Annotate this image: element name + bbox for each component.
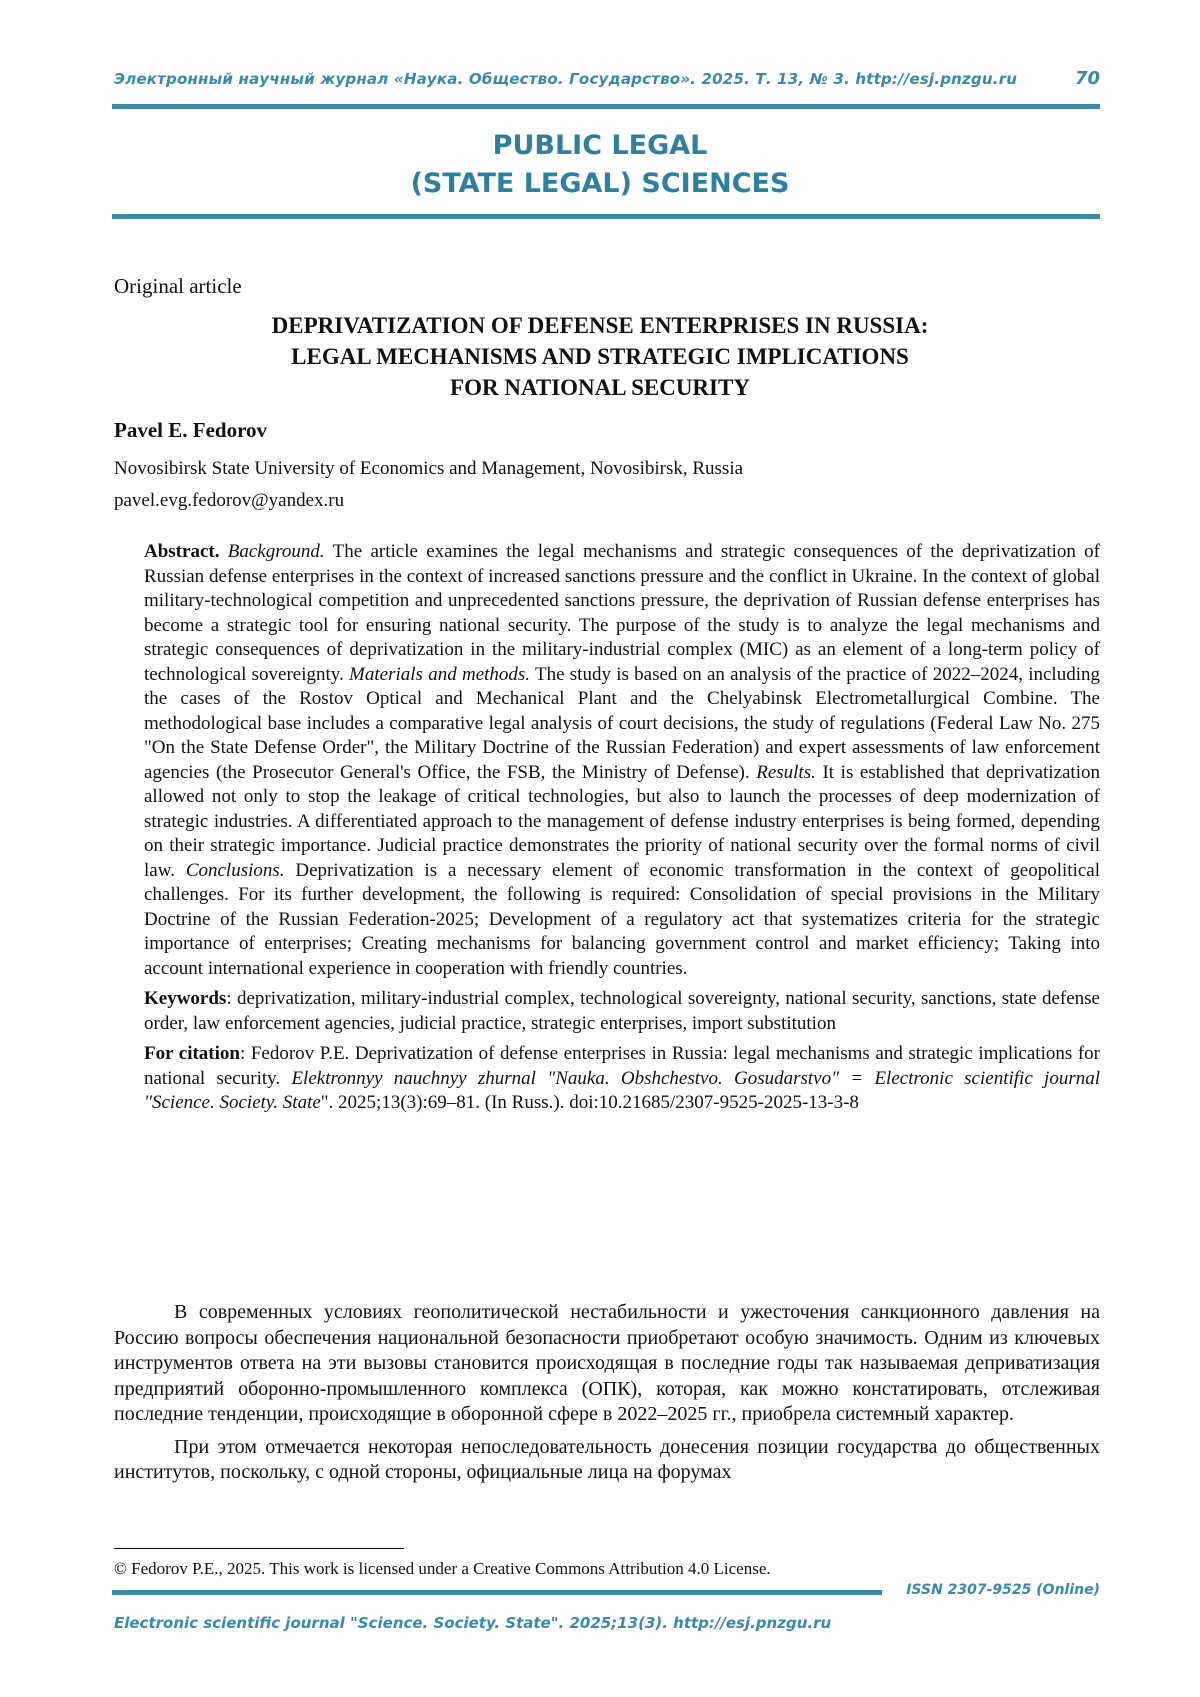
abstract-paragraph xyxy=(144,540,1100,981)
title-line2: LEGAL MECHANISMS AND STRATEGIC IMPLICATIONS xyxy=(291,344,909,369)
article-title xyxy=(100,310,1100,403)
journal-footer: Electronic scientific journal "Science. Society. State". 2025;13(3). http://esj.pnzgu.ru xyxy=(114,1614,832,1632)
abstract-block xyxy=(144,540,1100,1122)
title-line1: DEPRIVATIZATION OF DEFENSE ENTERPRISES IN RUSSIA: xyxy=(271,313,929,338)
citation-label: For citation xyxy=(144,1043,240,1064)
copyright-footnote: © Fedorov P.E., 2025. This work is licensed under a Creative Commons Attribution 4.0 License. xyxy=(114,1559,771,1578)
header-rule xyxy=(112,104,1100,109)
running-header xyxy=(114,70,1100,96)
conclusions-text: Deprivatization is a necessary element of economic transformation in the context of geopolitical challenges. For its further development, the following is required: Consolidation of special provisions in the Military Doctrine of the Russian Federation-2025; Development of a regulatory act that systematizes criteria for the strategic importance of enterprises; Creating mechanisms for balancing government control and market efficiency; Taking into account international experience in cooperation with friendly countries. xyxy=(144,859,1101,979)
page-number: 70 xyxy=(1074,68,1100,89)
keywords-text: : deprivatization, military-industrial complex, technological sovereignty, national security, sanctions, state defense order, law enforcement agencies, judicial practice, strategic enterprises, import substitution xyxy=(144,988,1100,1034)
author-email: pavel.evg.fedorov@yandex.ru xyxy=(114,490,345,511)
citation-journal: Elektronnyy nauchnyy zhurnal "Nauka. Obshchestvo. Gosudarstvo" = Electronic scientific journal "Science. Society. State xyxy=(144,1067,1100,1113)
author-affiliation: Novosibirsk State University of Economics and Management, Novosibirsk, Russia xyxy=(114,458,744,479)
results-text: It is established that deprivatization allowed not only to stop the leakage of critical technologies, but also to launch the processes of deep modernization of strategic industries. A differentiated approach to the management of defense industry enterprises is being formed, depending on their strategic importance. Judicial practice demonstrates the priority of national security over the formal norms of civil law. xyxy=(144,761,1100,881)
footer-rule xyxy=(112,1590,882,1595)
conclusions-label: Conclusions. xyxy=(185,859,285,881)
keywords-paragraph xyxy=(144,987,1100,1036)
section-heading xyxy=(100,127,1100,203)
author-name: Pavel E. Fedorov xyxy=(114,418,268,442)
body-text xyxy=(114,1300,1100,1493)
methods-text: The study is based on an analysis of the practice of 2022–2024, including the cases of the Rostov Optical and Mechanical Plant and the Chelyabinsk Electrometallurgical Combine. The methodological base includes a comparative legal analysis of court decisions, the study of regulations (Federal Law No. 275 "On the State Defense Order", the Military Doctrine of the Russian Federation) and expert assessments of law enforcement agencies (the Prosecutor General's Office, the FSB, the Ministry of Defense). xyxy=(144,663,1100,783)
journal-header: Электронный научный журнал «Наука. Общество. Государство». 2025. Т. 13, № 3. http://esj.pnzgu.ru xyxy=(114,70,1018,88)
citation-text1: : Fedorov P.E. Deprivatization of defense enterprises in Russia: legal mechanisms and strategic implications for national security. xyxy=(144,1043,1100,1089)
section-rule xyxy=(112,214,1100,219)
results-label: Results. xyxy=(756,761,816,783)
abstract-label: Abstract. xyxy=(144,541,220,562)
title-line3: FOR NATIONAL SECURITY xyxy=(450,375,750,400)
keywords-label: Keywords xyxy=(144,988,227,1009)
background-label: Background. xyxy=(227,541,325,562)
footnote-rule xyxy=(114,1548,404,1549)
issn-label: ISSN 2307-9525 (Online) xyxy=(906,1582,1100,1598)
background-text: The article examines the legal mechanisms and strategic consequences of the deprivatization of Russian defense enterprises in the context of increased sanctions pressure and the conflict in Ukraine. In the context of global military-technological competition and unprecedented sanctions pressure, the deprivation of Russian defense enterprises has become a strategic tool for ensuring national security. The purpose of the study is to analyze the legal mechanisms and strategic consequences of deprivatization in the military-industrial complex (MIC) as an element of a long-term policy of technological sovereignty. xyxy=(144,541,1100,685)
article-type: Original article xyxy=(114,274,242,298)
body-paragraph-1: В современных условиях геополитической нестабильности и ужесточения санкционного давления на Россию вопросы обеспечения национальной безопасности приобретают особую значимость. Одним из ключевых инструментов ответа на эти вызовы становится происходящая в последние годы так называемая деприватизация предприятий оборонно-промышленного комплекса (ОПК), которая, как можно констатировать, отслеживая последние тенденции, происходящие в оборонной сфере в 2022–2025 гг., приобрела системный характер. xyxy=(114,1301,1100,1425)
body-paragraph-2: При этом отмечается некоторая непоследовательность донесения позиции государства до общественных институтов, поскольку, с одной стороны, официальные лица на форумах xyxy=(114,1435,1100,1483)
citation-paragraph xyxy=(144,1042,1100,1116)
section-heading-line1: PUBLIC LEGAL xyxy=(492,130,708,161)
methods-label: Materials and methods. xyxy=(349,663,531,685)
section-heading-line2: (STATE LEGAL) SCIENCES xyxy=(410,168,790,199)
citation-text2: ". 2025;13(3):69–81. (In Russ.). doi:10.21685/2307-9525-2025-13-3-8 xyxy=(320,1092,859,1113)
